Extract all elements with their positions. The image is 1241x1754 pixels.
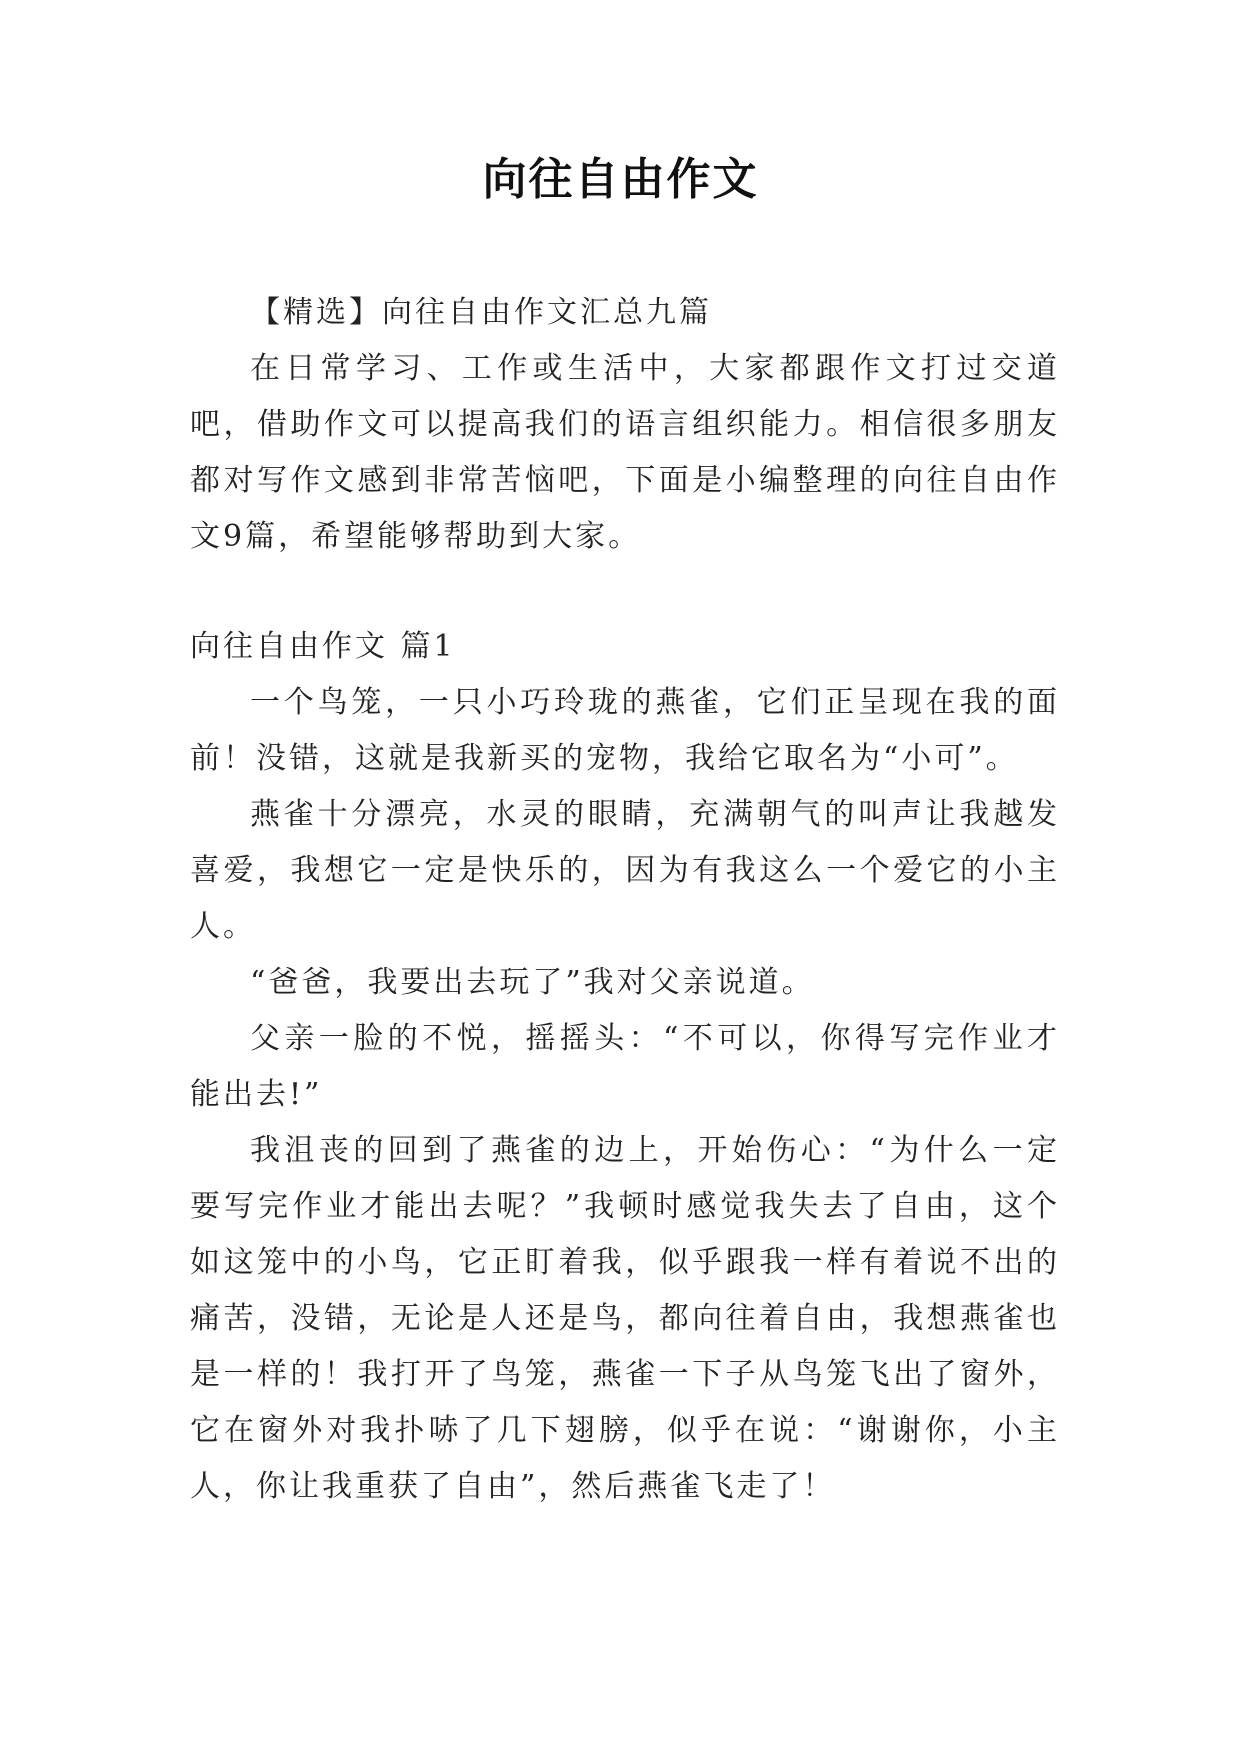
paragraph: 一个鸟笼，一只小巧玲珑的燕雀，它们正呈现在我的面前！没错，这就是我新买的宠物，我给它取名为“小可”。 — [190, 685, 1060, 776]
paragraph: 燕雀十分漂亮，水灵的眼睛，充满朝气的叫声让我越发喜爱，我想它一定是快乐的，因为有我这么一个爱它的小主人。 — [190, 797, 1060, 944]
document-subtitle: 【精选】向往自由作文汇总九篇 — [250, 295, 712, 330]
intro-paragraph: 在日常学习、工作或生活中，大家都跟作文打过交道吧，借助作文可以提高我们的语言组织能力。相信很多朋友都对写作文感到非常苦恼吧，下面是小编整理的向往自由作文9篇，希望能够帮助到大家。 — [190, 351, 1060, 554]
paragraph: 我沮丧的回到了燕雀的边上，开始伤心：“为什么一定要写完作业才能出去呢？”我顿时感觉我失去了自由，这个如这笼中的小鸟，它正盯着我，似乎跟我一样有着说不出的痛苦，没错，无论是人还是鸟，都向往着自由，我想燕雀也是一样的！我打开了鸟笼，燕雀一下子从鸟笼飞出了窗外，它在窗外对我扑哧了几下翅膀，似乎在说：“谢谢你，小主人，你让我重获了自由”，然后燕雀飞走了！ — [190, 1133, 1060, 1504]
section-title: 向往自由作文 篇1 — [190, 629, 456, 664]
document-title: 向往自由作文 — [482, 154, 759, 205]
document-body — [190, 285, 1060, 1515]
paragraph: “爸爸，我要出去玩了”我对父亲说道。 — [250, 965, 815, 1000]
paragraph: 父亲一脸的不悦，摇摇头：“不可以，你得写完作业才能出去!” — [190, 1021, 1060, 1112]
